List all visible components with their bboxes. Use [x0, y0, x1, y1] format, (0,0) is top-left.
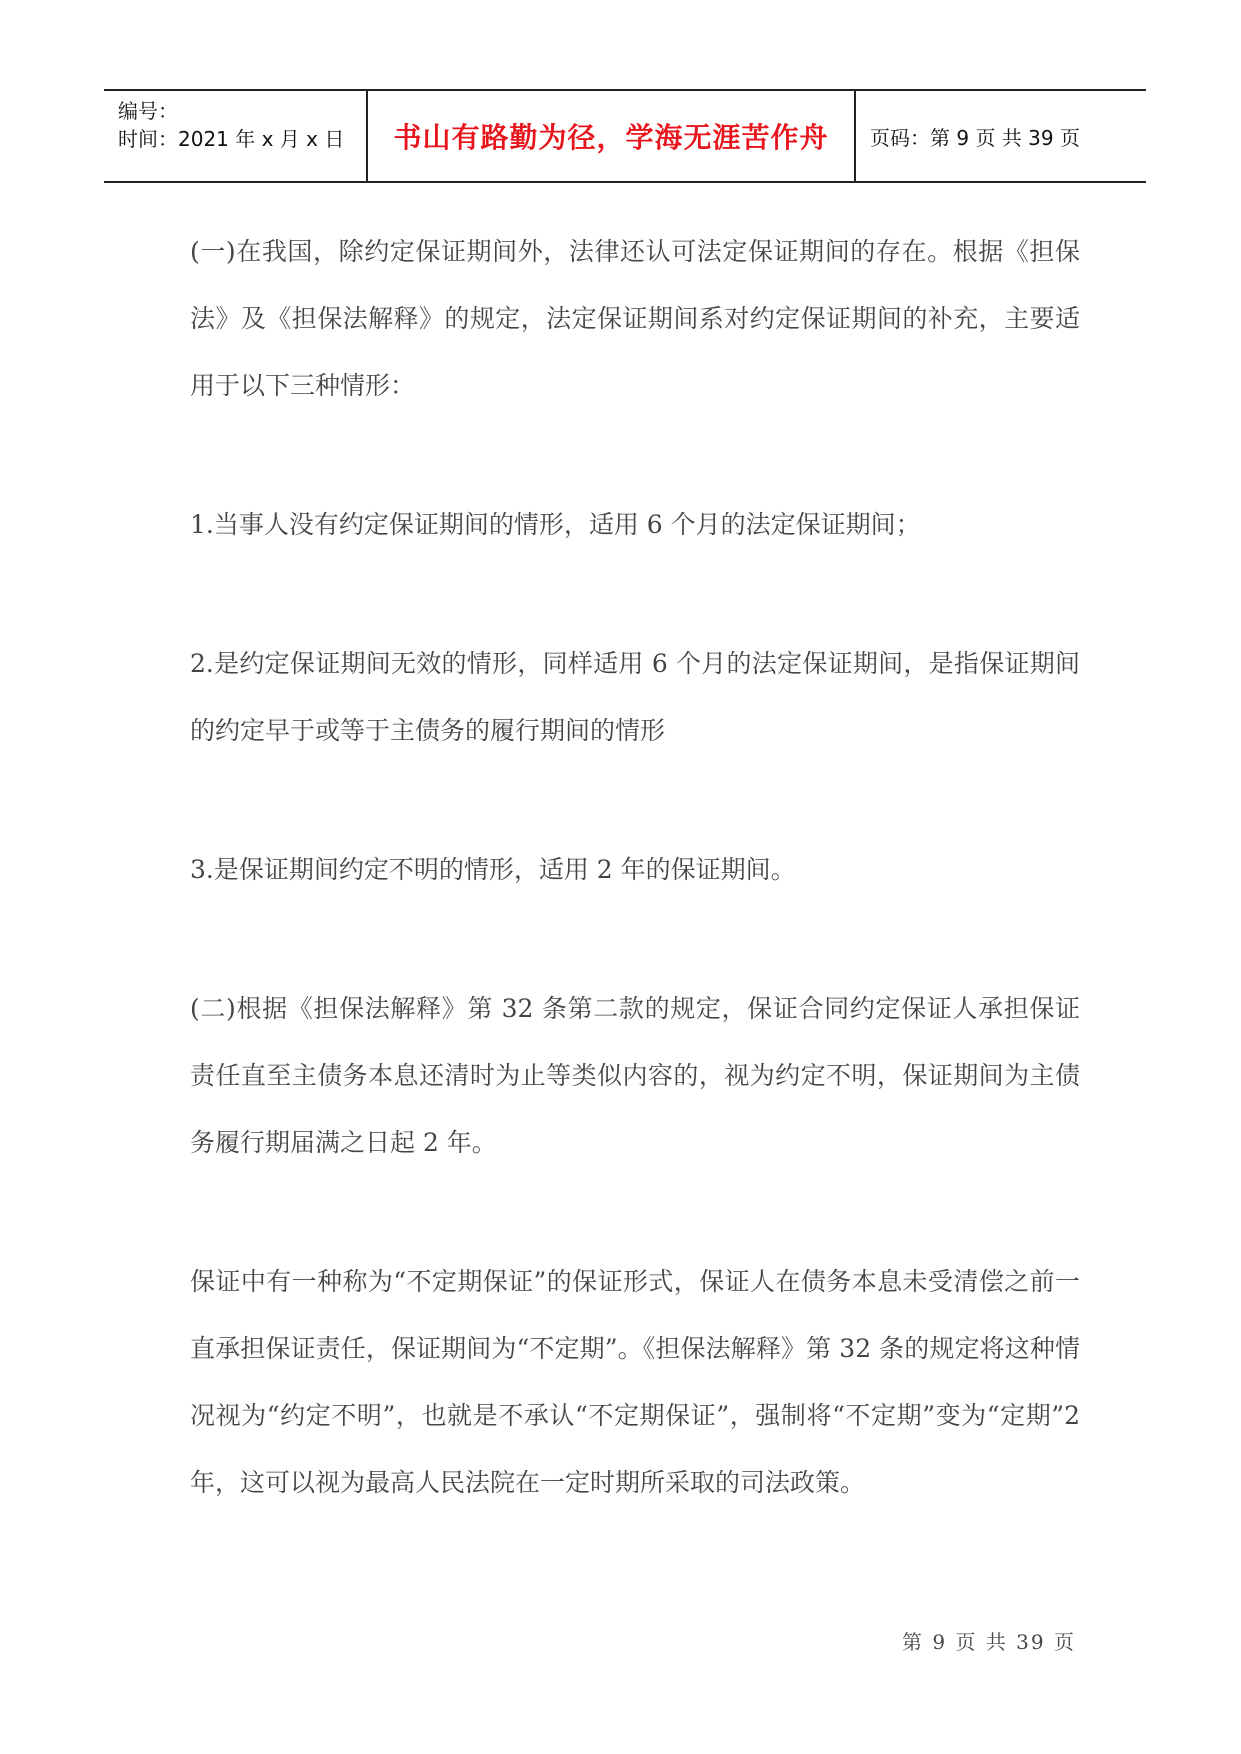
- paragraph-case-3: 3.是保证期间约定不明的情形，适用 2 年的保证期间。: [190, 855, 796, 884]
- page-header: [104, 89, 1146, 183]
- header-page-number: 页码：第 9 页 共 39 页: [870, 125, 1080, 150]
- header-motto: 书山有路勤为径，学海无涯苦作舟: [368, 91, 856, 181]
- paragraph-article-32: (二)根据《担保法解释》第 32 条第二款的规定，保证合同约定保证人承担保证责任直至主债务本息还清时为止等类似内容的，视为约定不明，保证期间为主债务履行期届满之日起 2 年。: [190, 994, 1080, 1157]
- document-body: [190, 218, 1080, 1516]
- document-number-label: 编号：: [118, 99, 178, 123]
- header-meta: [104, 91, 368, 181]
- paragraph-case-1: 1.当事人没有约定保证期间的情形，适用 6 个月的法定保证期间；: [190, 510, 921, 539]
- paragraph-indefinite-guarantee: 保证中有一种称为“不定期保证”的保证形式，保证人在债务本息未受清偿之前一直承担保证责任，保证期间为“不定期”。《担保法解释》第 32 条的规定将这种情况视为“约定不明”，也就是不承认“不定期保证”，强制将“不定期”变为“定期”2 年，这可以视为最高人民法院在一定时期所采取的司法政策。: [190, 1267, 1080, 1497]
- paragraph-case-2: 2.是约定保证期间无效的情形，同样适用 6 个月的法定保证期间，是指保证期间的约定早于或等于主债务的履行期间的情形: [190, 649, 1080, 745]
- document-time-label: 时间：2021 年 x 月 x 日: [118, 127, 345, 151]
- page-footer: 第 9 页 共 39 页: [902, 1630, 1076, 1654]
- paragraph-statutory-period: (一)在我国，除约定保证期间外，法律还认可法定保证期间的存在。根据《担保法》及《担保法解释》的规定，法定保证期间系对约定保证期间的补充，主要适用于以下三种情形：: [190, 237, 1080, 400]
